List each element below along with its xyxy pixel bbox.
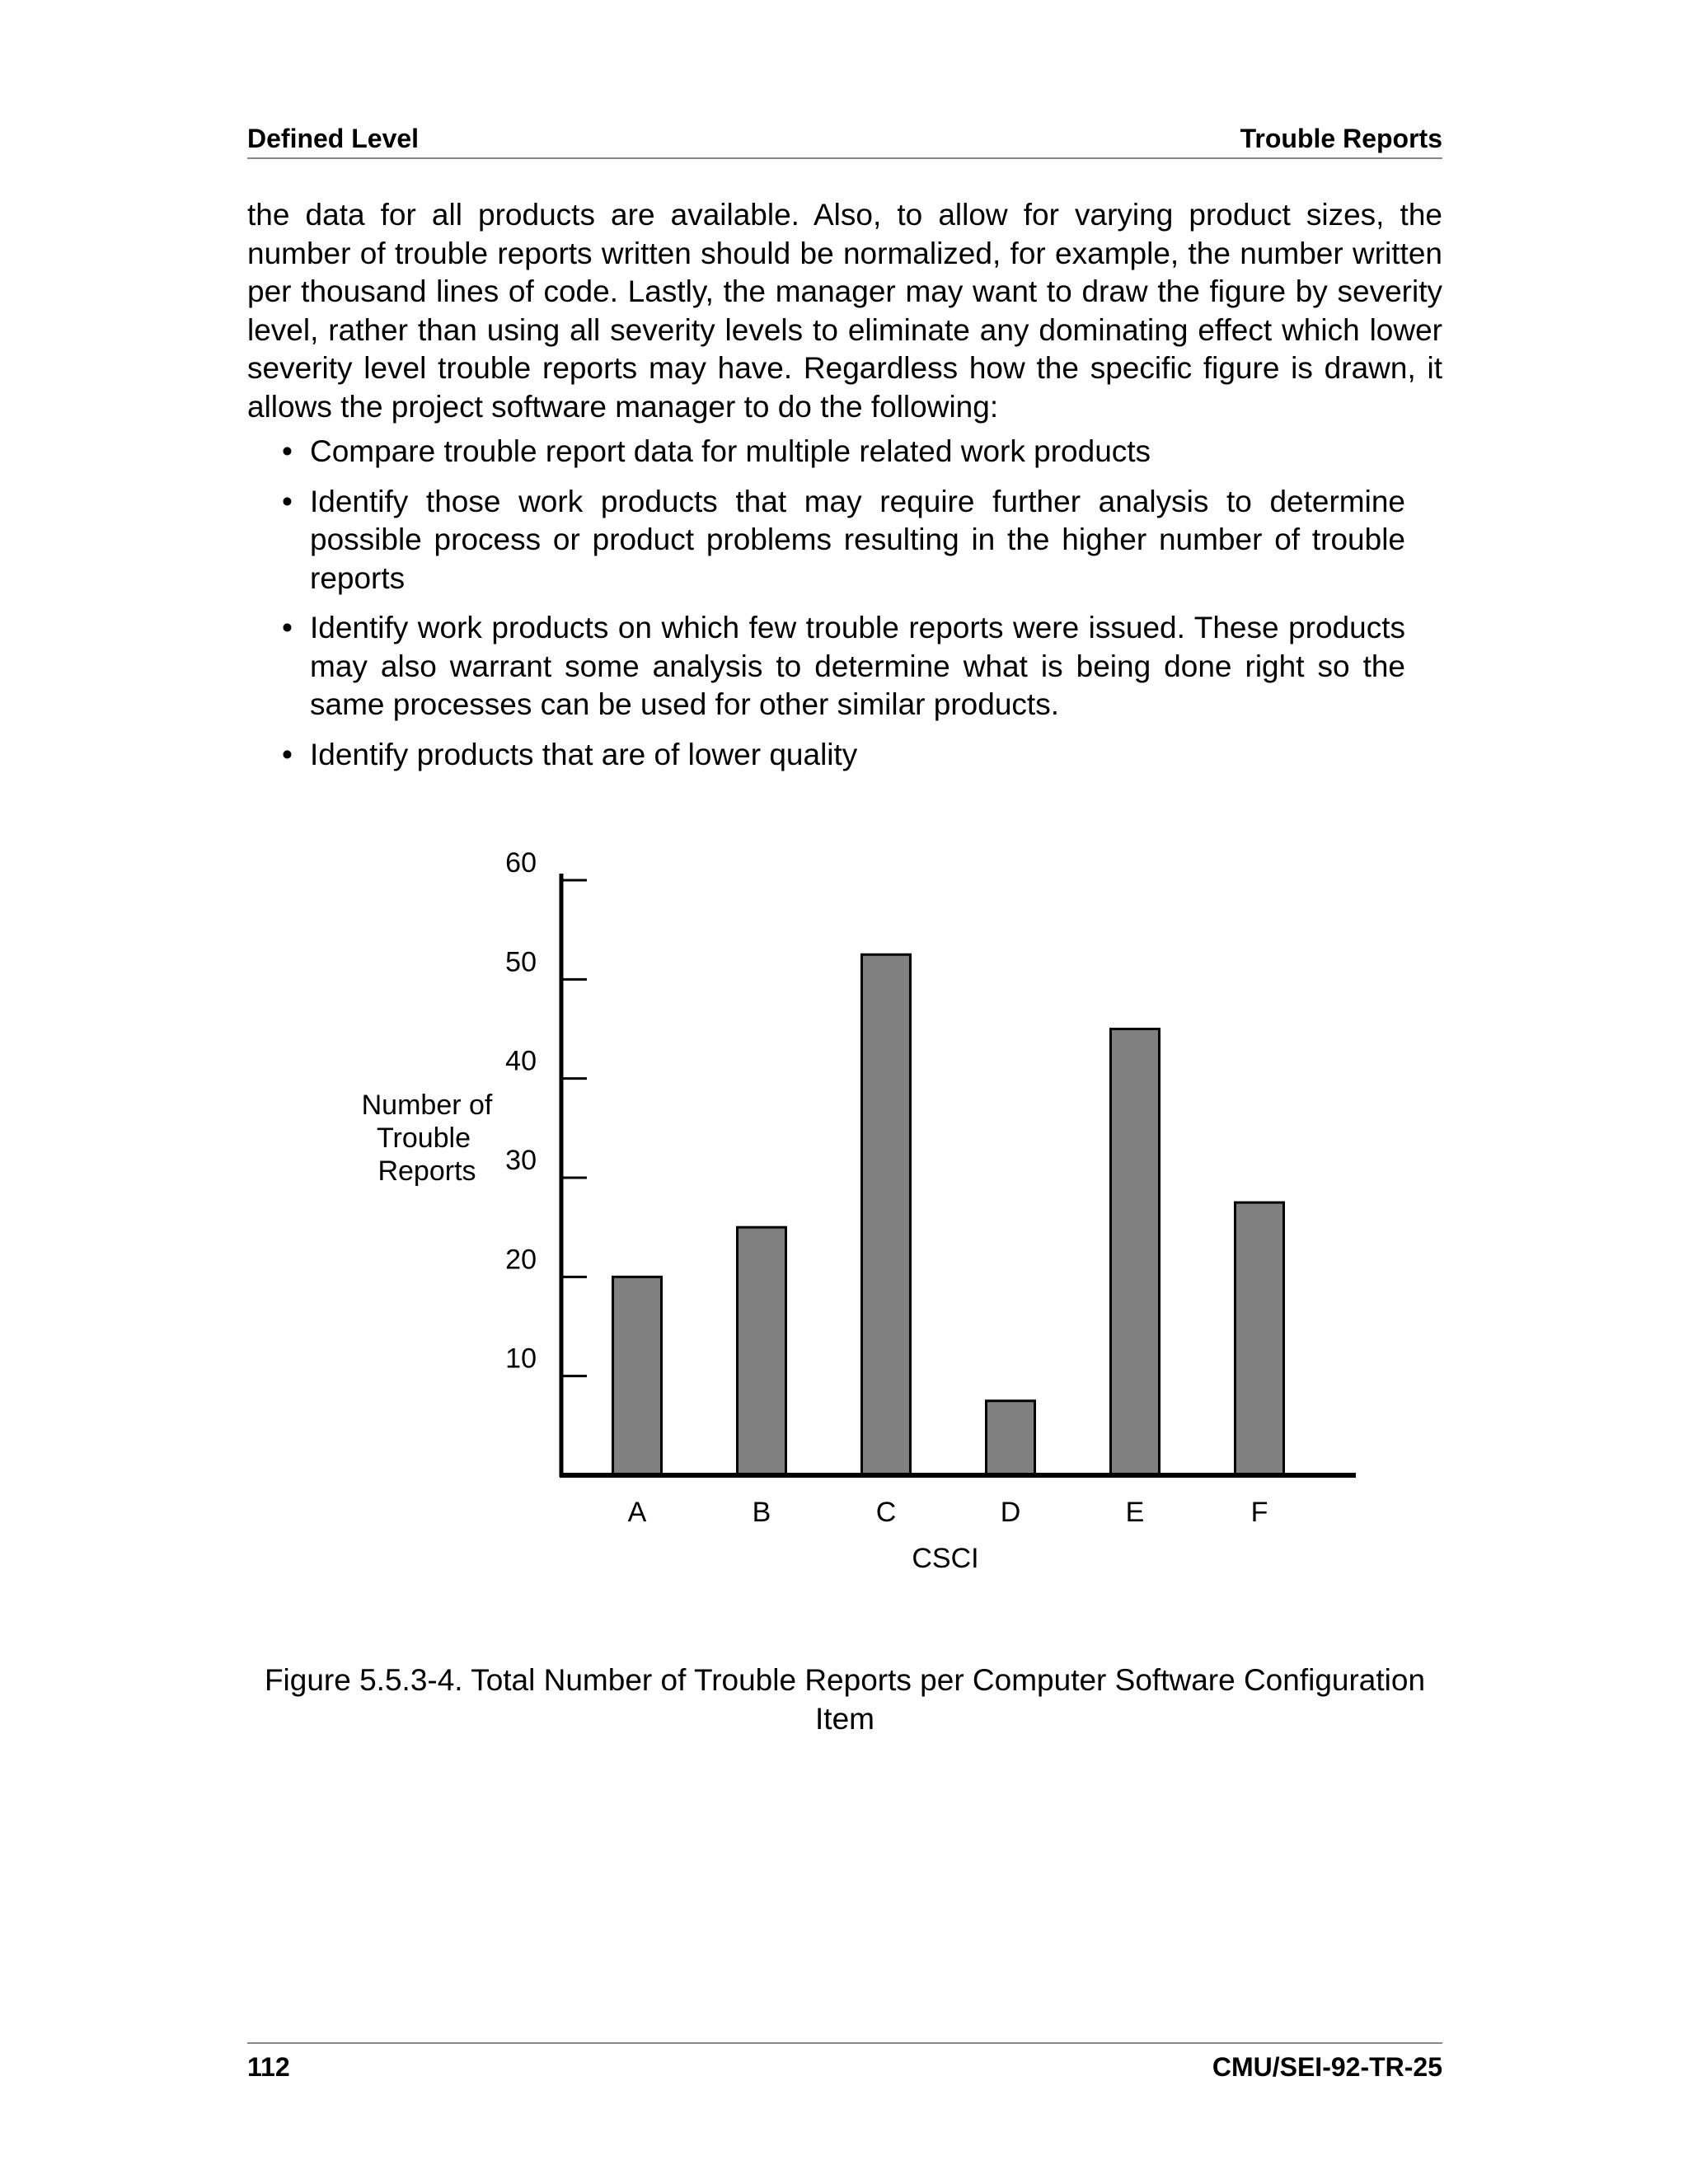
y-tick-label: 30 [505,1145,537,1176]
bar-f [1236,1202,1284,1475]
document-id: CMU/SEI-92-TR-25 [1212,2052,1442,2082]
y-tick-label: 20 [505,1244,537,1276]
caption-line: Figure 5.5.3-4. Total Number of Trouble Reports per Computer Software Configuration [264,1663,1426,1697]
bar-d [987,1401,1035,1475]
y-axis-title [362,1090,493,1187]
x-axis-title: CSCI [912,1543,979,1574]
header-topic-label: Trouble Reports [1240,124,1442,153]
y-axis-title-line: Number of [361,1090,493,1121]
y-axis-title-line: Reports [377,1155,476,1187]
bar-b [738,1227,786,1475]
y-tick-label: 50 [505,946,537,978]
y-tick-label: 60 [505,847,537,879]
x-tick-label: B [752,1497,771,1528]
y-axis-title-line: Trouble [376,1122,471,1154]
page-footer [247,2042,1442,2083]
bar-c [862,954,911,1475]
x-tick-label: E [1125,1497,1145,1528]
intro-paragraph: the data for all products are available. Also, to allow for varying product sizes, the number of trouble reports written should be normalized, for example, the number written per thousand lines of code. Lastly, the manager may want to draw the figure by severity level, rather than using all severity levels to eliminate any dominating effect which lower severity level trouble reports may have. Regardless how the specific figure is drawn, it allows the project software manager to do the following: [247,198,1442,424]
x-tick-label: A [627,1497,647,1528]
y-tick-label: 10 [505,1343,537,1375]
x-tick-label: C [875,1497,897,1528]
header-section-label: Defined Level [247,124,420,153]
bar-a [613,1277,662,1475]
caption-line: Item [815,1702,874,1736]
bullet-item: • Identify those work products that may require further analysis to determine possible process or product problems resulting in the higher number of trouble reports [310,483,1405,598]
bullet-item: • Compare trouble report data for multiple related work products [310,433,1405,471]
bullet-item: • Identify products that are of lower quality [310,736,1405,775]
page-number: 112 [247,2052,290,2082]
x-tick-label: D [1000,1497,1021,1528]
figure-caption [247,1661,1442,1738]
bar-e [1111,1029,1160,1476]
y-tick-label: 40 [505,1045,537,1077]
x-tick-label: F [1250,1497,1268,1528]
bullet-item: • Identify work products on which few trouble reports were issued. These products may also warrant some analysis to determine what is being done right so the same processes can be used for other similar products. [310,609,1405,724]
